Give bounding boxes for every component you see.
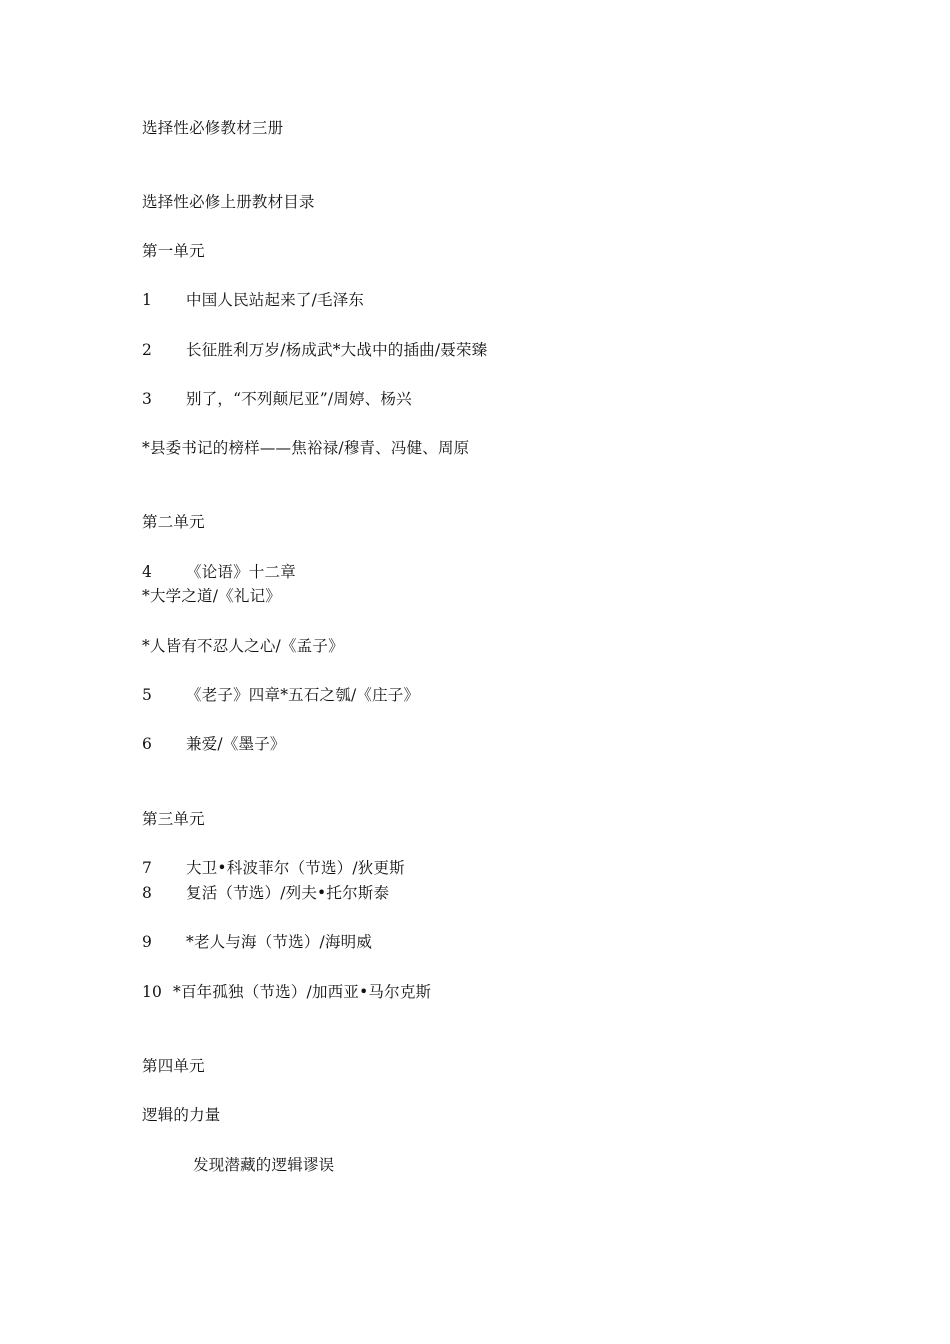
item-number: 10 (142, 983, 163, 1001)
item-text: 《老子》四章*五石之瓠/《庄子》 (186, 686, 420, 704)
item-number: 4 (142, 563, 153, 581)
item-text: 长征胜利万岁/杨成武*大战中的插曲/聂荣臻 (186, 341, 488, 359)
item-number: 9 (142, 933, 153, 951)
toc-item-5 (142, 685, 419, 705)
unit4-topic: 发现潜藏的逻辑谬误 (193, 1156, 335, 1174)
toc-title: 选择性必修上册教材目录 (142, 193, 315, 211)
unit4-heading: 第四单元 (142, 1057, 205, 1075)
toc-item-8 (142, 883, 389, 903)
toc-item-9 (142, 932, 372, 952)
document-title: 选择性必修教材三册 (142, 119, 284, 137)
unit1-heading: 第一单元 (142, 242, 205, 260)
toc-item-4 (142, 562, 296, 582)
item-text: *老人与海（节选）/海明威 (186, 933, 373, 951)
item-text: 别了，“不列颠尼亚”/周婷、杨兴 (186, 390, 412, 408)
toc-item-10 (142, 982, 431, 1002)
item-number: 2 (142, 341, 153, 359)
toc-extra-item: *人皆有不忍人之心/《孟子》 (142, 637, 344, 655)
item-text: 复活（节选）/列夫•托尔斯泰 (186, 884, 390, 902)
toc-extra-item: *大学之道/《礼记》 (142, 587, 281, 605)
toc-item-3 (142, 389, 412, 409)
item-number: 3 (142, 390, 153, 408)
item-text: *百年孤独（节选）/加西亚•马尔克斯 (173, 983, 432, 1001)
item-text: 兼爱/《墨子》 (186, 735, 286, 753)
unit4-subtitle: 逻辑的力量 (142, 1106, 221, 1124)
toc-item-6 (142, 734, 286, 754)
toc-item-2 (142, 340, 487, 360)
item-text: 大卫•科波菲尔（节选）/狄更斯 (186, 859, 405, 877)
item-number: 7 (142, 859, 153, 877)
item-text: 《论语》十二章 (186, 563, 296, 581)
item-number: 6 (142, 735, 153, 753)
item-number: 1 (142, 291, 153, 309)
item-text: 中国人民站起来了/毛泽东 (186, 291, 365, 309)
toc-extra-item: *县委书记的榜样——焦裕禄/穆青、冯健、周原 (142, 439, 470, 457)
item-number: 5 (142, 686, 153, 704)
toc-item-1 (142, 290, 364, 310)
toc-item-7 (142, 858, 405, 878)
unit2-heading: 第二单元 (142, 513, 205, 531)
item-number: 8 (142, 884, 153, 902)
unit3-heading: 第三单元 (142, 810, 205, 828)
